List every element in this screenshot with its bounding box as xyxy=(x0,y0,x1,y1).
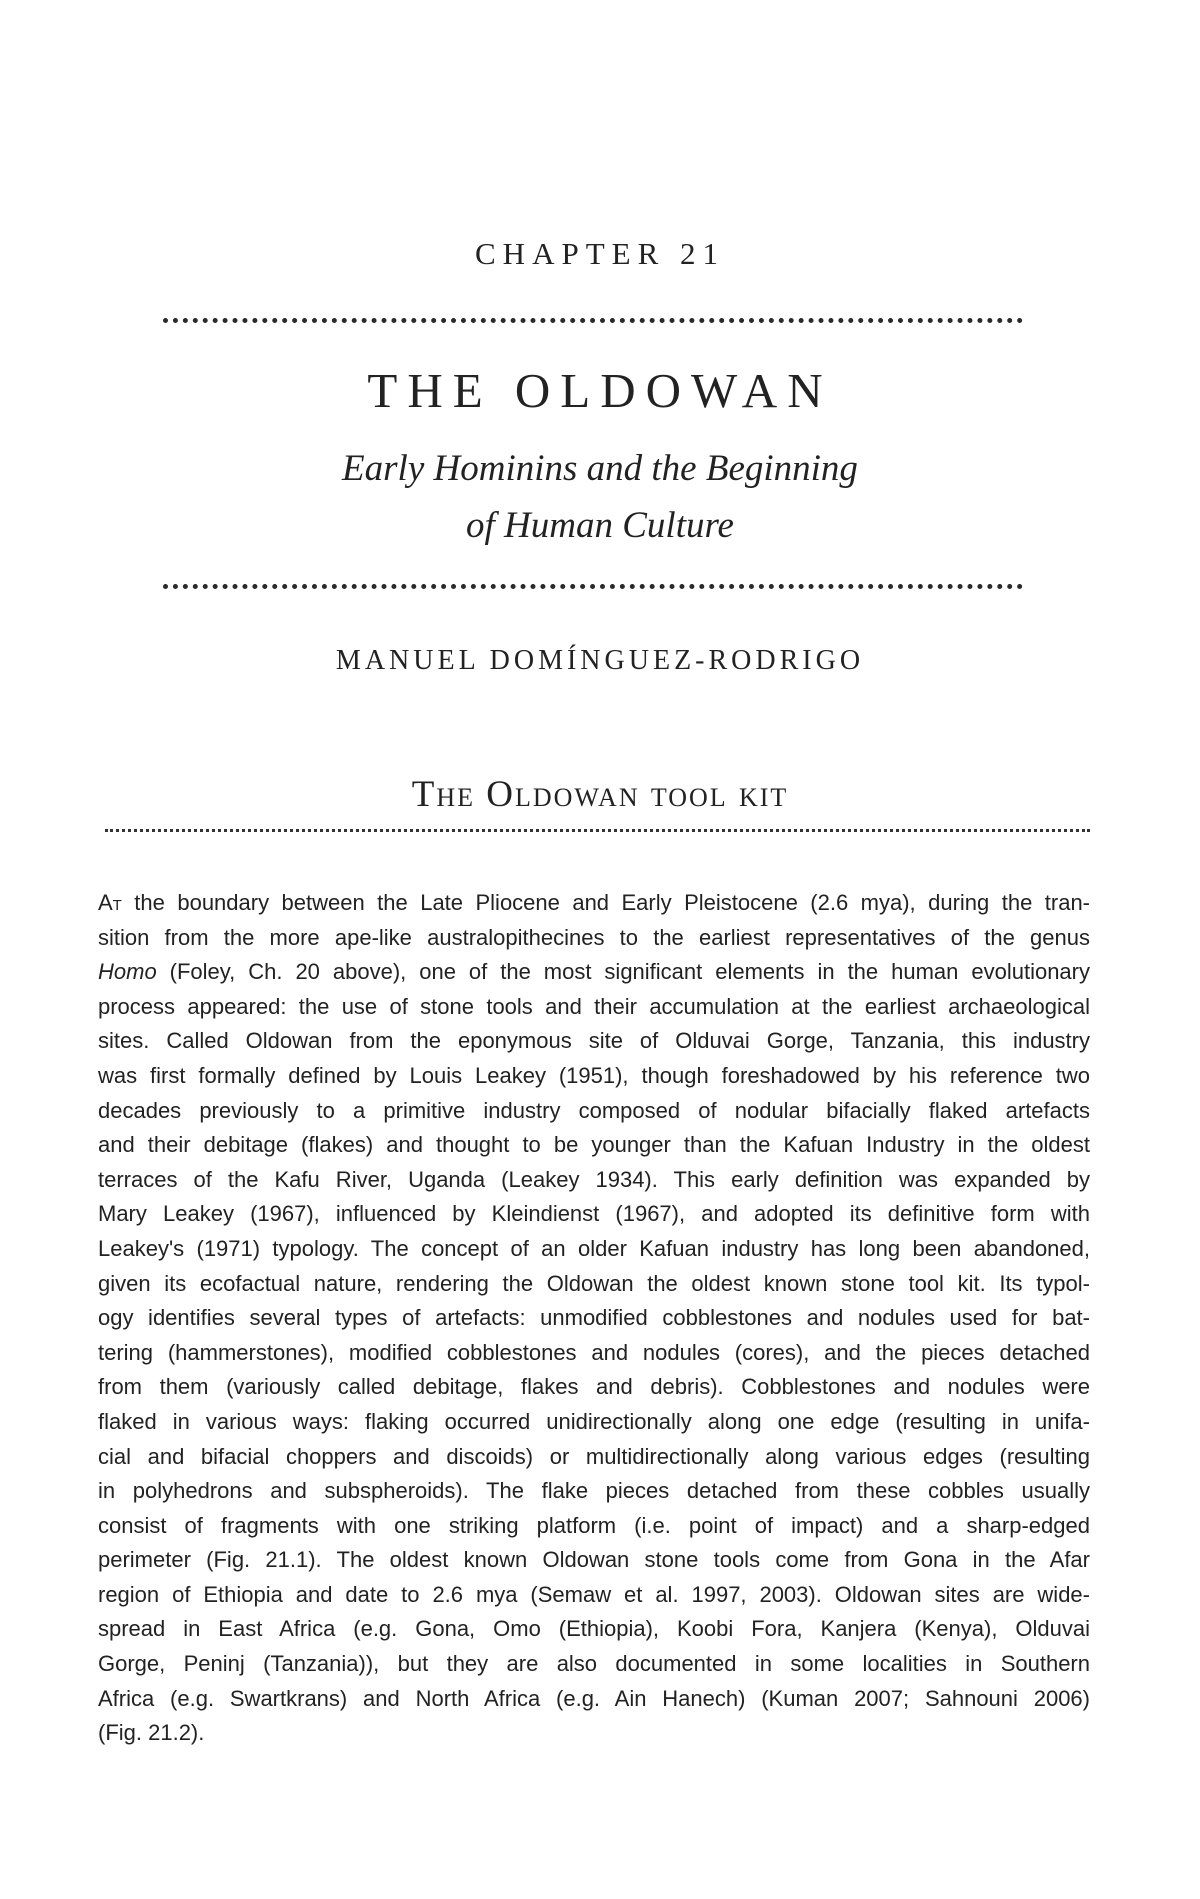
body-line: consist of fragments with one striking platform (i.e. point of impact) and a sharp-edged xyxy=(98,1512,1090,1538)
body-line: region of Ethiopia and date to 2.6 mya (Semaw et al. 1997, 2003). Oldowan sites are wide- xyxy=(98,1581,1090,1607)
body-line: spread in East Africa (e.g. Gona, Omo (Ethiopia), Koobi Fora, Kanjera (Kenya), Olduvai xyxy=(98,1616,1090,1642)
body-line: perimeter (Fig. 21.1). The oldest known Oldowan stone tools come from Gona in the Afar xyxy=(98,1547,1090,1573)
body-line: (Fig. 21.2). xyxy=(98,1720,205,1746)
body-line: Gorge, Peninj (Tanzania)), but they are also documented in some localities in Southern xyxy=(98,1651,1090,1677)
chapter-subtitle xyxy=(0,440,1200,554)
chapter-title: THE OLDOWAN xyxy=(367,363,833,418)
body-line: cial and bifacial choppers and discoids) or multidirectionally along various edges (resulting xyxy=(98,1443,1090,1469)
body-paragraph xyxy=(98,886,1090,1751)
body-line: in polyhedrons and subspheroids). The flake pieces detached from these cobbles usually xyxy=(98,1478,1090,1504)
body-line: process appeared: the use of stone tools and their accumulation at the earliest archaeological xyxy=(98,993,1090,1019)
body-line: Homo (Foley, Ch. 20 above), one of the most significant elements in the human evolutionary xyxy=(98,959,1090,985)
author-name: MANUEL DOMÍNGUEZ-RODRIGO xyxy=(335,645,865,676)
subtitle-line-2: of Human Culture xyxy=(466,505,734,546)
body-line: decades previously to a primitive industry composed of nodular bifacially flaked artefacts xyxy=(98,1097,1090,1123)
body-line: given its ecofactual nature, rendering the Oldowan the oldest known stone tool kit. Its typol- xyxy=(98,1270,1090,1296)
body-line: tering (hammerstones), modified cobblestones and nodules (cores), and the pieces detached xyxy=(98,1339,1090,1365)
body-line: ogy identifies several types of artefacts: unmodified cobblestones and nodules used for bat- xyxy=(98,1305,1090,1331)
body-line: sites. Called Oldowan from the eponymous site of Olduvai Gorge, Tanzania, this industry xyxy=(98,1028,1090,1054)
middle-dotted-divider xyxy=(163,584,1023,589)
body-line: from them (variously called debitage, flakes and debris). Cobblestones and nodules were xyxy=(98,1374,1090,1400)
body-line: Leakey's (1971) typology. The concept of an older Kafuan industry has long been abandoned, xyxy=(98,1235,1090,1261)
body-line: and their debitage (flakes) and thought to be younger than the Kafuan Industry in the oldest xyxy=(98,1132,1090,1158)
top-dotted-divider xyxy=(163,318,1023,323)
subtitle-line-1: Early Hominins and the Beginning xyxy=(342,448,858,489)
genus-name: Homo xyxy=(98,959,157,985)
section-dotted-divider xyxy=(105,829,1090,832)
body-line: sition from the more ape-like australopithecines to the earliest representatives of the genus xyxy=(98,924,1090,950)
chapter-label: CHAPTER 21 xyxy=(475,236,725,271)
body-line: Mary Leakey (1967), influenced by Kleindienst (1967), and adopted its definitive form with xyxy=(98,1201,1090,1227)
body-line: Africa (e.g. Swartkrans) and North Africa (e.g. Ain Hanech) (Kuman 2007; Sahnouni 2006) xyxy=(98,1685,1090,1711)
body-line: At the boundary between the Late Pliocene and Early Pleistocene (2.6 mya), during the tran- xyxy=(98,890,1090,915)
body-line: terraces of the Kafu River, Uganda (Leakey 1934). This early definition was expanded by xyxy=(98,1166,1090,1192)
lead-in: At xyxy=(98,890,122,915)
body-line: was first formally defined by Louis Leakey (1951), though foreshadowed by his reference two xyxy=(98,1062,1090,1088)
body-line: flaked in various ways: flaking occurred unidirectionally along one edge (resulting in unifa- xyxy=(98,1408,1090,1434)
section-heading: The Oldowan tool kit xyxy=(411,774,789,815)
